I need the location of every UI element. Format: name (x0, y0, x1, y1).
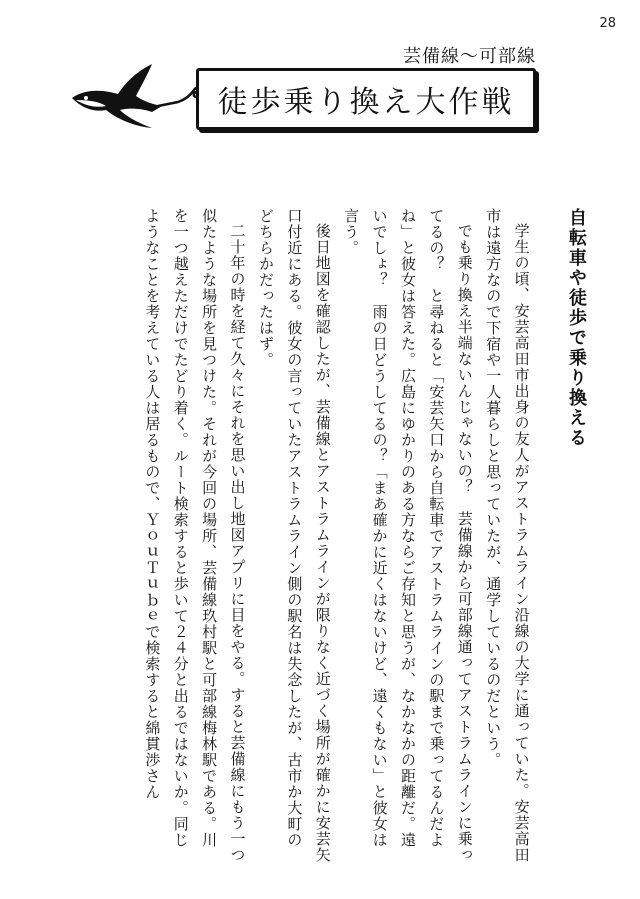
swallow-body (72, 64, 162, 128)
title-subtitle: 芸備線〜可部線 (392, 42, 540, 68)
page-number: 28 (599, 16, 616, 31)
paragraph: 後日地図を確認したが、芸備線とアストラムラインが限りなく近づく場所が確かに安芸矢口付近にある。彼女の言っていたアストラムライン側の駅名は失念したが、古市か大町のどちらかだったはず。 (256, 208, 332, 863)
page-title: 徒歩乗り換え大作戦 (217, 85, 515, 120)
paragraph: 二十年の時を経て久々にそれを思い出し地図アプリに目をやる。すると芸備線にもう一つ似たような場所を見つけた。それが今回の場所、芸備線玖村駅と可部線梅林駅である。川を一つ越えただけでたどり着く。ルート検索すると歩いて２４分と出るではないか。同じようなことを考えている人は居るもので、ＹｏｕＴｕｂｅで検索すると綿貫渉さん (143, 208, 247, 863)
section-heading: 自転車や徒歩で乗り換える (566, 208, 587, 448)
swallow-eye (84, 96, 88, 100)
title-box (196, 68, 536, 130)
article-body (62, 208, 590, 863)
paragraph: でも乗り換え半端ないんじゃないの？ 芸備線から可部線通ってアストラムラインに乗ってるの？ と尋ねると「安芸矢口から自転車でアストラムラインの駅まで乗ってるんだよね」と彼女は答えた。広島にゆかりのある方ならご存知と思うが、なかなかの距離だ。遠いでしょ？ 雨の日どうしてるの？「まあ確かに近くはないけど、遠くもない」と彼女は言う。 (342, 208, 474, 863)
paragraph: 学生の頃、安芸高田市出身の友人がアストラムライン沿線の大学に通っていた。安芸高田市は遠方なので下宿や一人暮らしと思っていたが、通学しているのだという。 (484, 208, 531, 863)
